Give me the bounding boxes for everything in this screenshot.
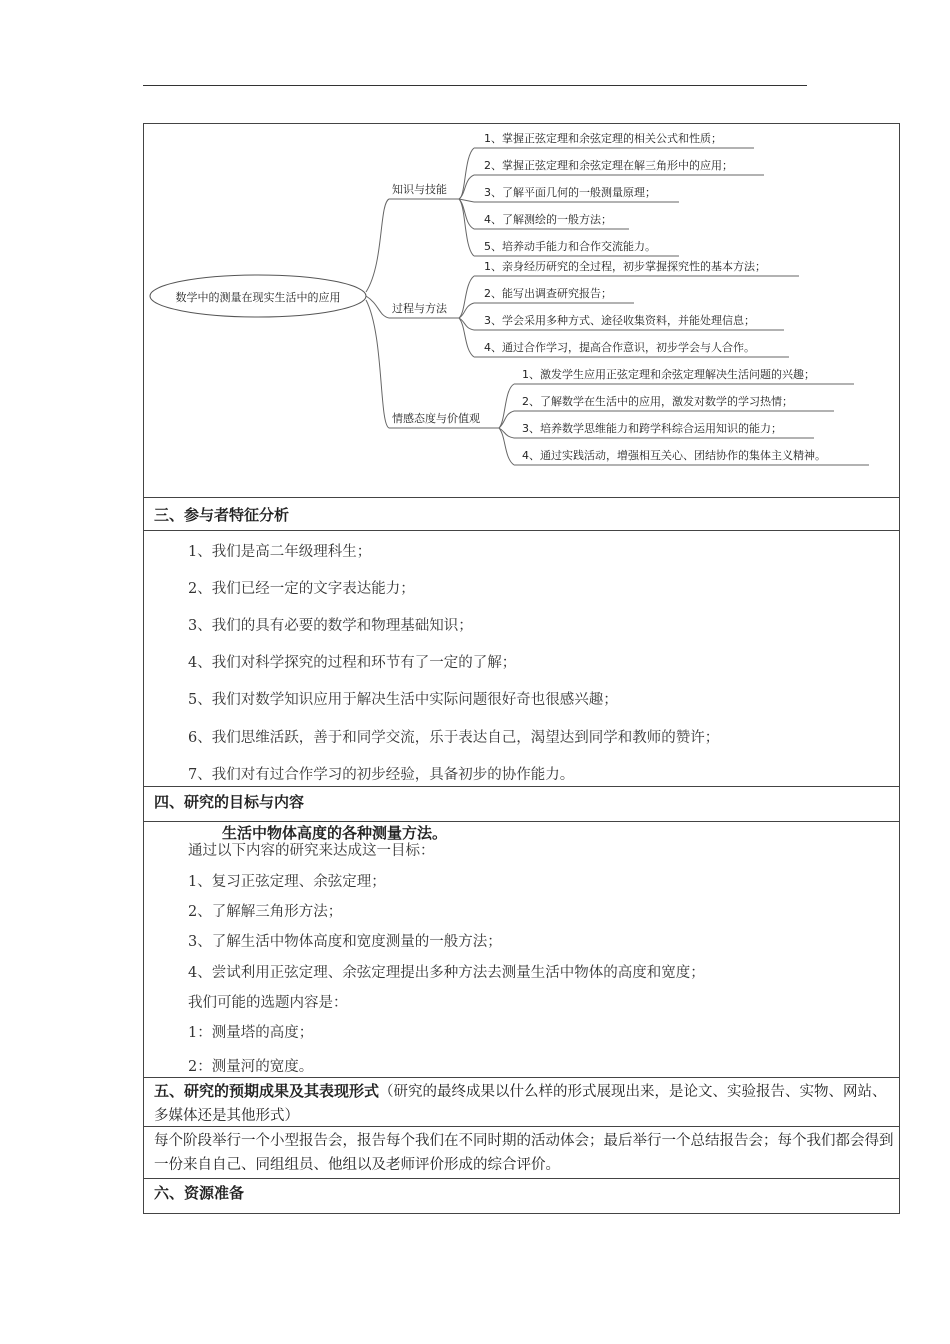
- page-header-rule: [143, 85, 807, 86]
- row-divider: [144, 497, 899, 498]
- list-item: 5、我们对数学知识应用于解决生活中实际问题很好奇也很感兴趣；: [188, 692, 618, 708]
- leaf-text: 2、了解数学在生活中的应用，激发对数学的学习热情；: [522, 395, 793, 408]
- list-item: 1、我们是高二年级理科生；: [188, 544, 372, 560]
- list-item: 1、复习正弦定理、余弦定理；: [188, 874, 386, 890]
- list-item: 2、了解解三角形方法；: [188, 904, 343, 920]
- row-divider: [144, 1077, 899, 1078]
- section-3-title: 三、参与者特征分析: [154, 506, 290, 524]
- topics-intro: 我们可能的选题内容是：: [188, 995, 348, 1011]
- leaf-text: 4、通过合作学习，提高合作意识，初步学会与人合作。: [484, 341, 755, 354]
- branch-label-process: 过程与方法: [392, 302, 447, 315]
- list-item: 4、尝试利用正弦定理、余弦定理提出多种方法去测量生活中物体的高度和宽度；: [188, 965, 705, 981]
- mindmap-connector: [499, 428, 514, 465]
- mindmap-connector: [459, 318, 474, 357]
- section-5-heading: [154, 1079, 894, 1128]
- mindmap-connector: [459, 318, 474, 330]
- mindmap-connector: [499, 411, 514, 428]
- leaf-text: 3、学会采用多种方式、途径收集资料，并能处理信息；: [484, 314, 755, 327]
- research-goal: 生活中物体高度的各种测量方法。: [222, 824, 448, 842]
- section-5-title: 五、研究的预期成果及其表现形式: [154, 1082, 380, 1100]
- section-6-title: 六、资源准备: [154, 1184, 245, 1202]
- row-divider: [144, 1126, 899, 1127]
- topic-item: 2：测量河的宽度。: [188, 1059, 314, 1075]
- branch-label-attitude: 情感态度与价值观: [392, 412, 480, 425]
- list-item: 2、我们已经一定的文字表达能力；: [188, 581, 415, 597]
- list-item: 6、我们思维活跃，善于和同学交流，乐于表达自己，渴望达到同学和教师的赞许；: [188, 730, 720, 746]
- mindmap-connector: [459, 276, 474, 318]
- leaf-text: 1、掌握正弦定理和余弦定理的相关公式和性质；: [484, 132, 722, 145]
- row-divider: [144, 786, 899, 787]
- branch-label-knowledge: 知识与技能: [392, 183, 447, 196]
- section-5-note: （研究的最终成果以什么样的形式展现出来，是论文、实验报告、实物、网站、多媒体还是其他形式）: [154, 1084, 887, 1124]
- list-item: 4、我们对科学探究的过程和环节有了一定的了解；: [188, 655, 517, 671]
- leaf-text: 3、培养数学思维能力和跨学科综合运用知识的能力；: [522, 422, 782, 435]
- mindmap-connector: [366, 199, 389, 292]
- leaf-text: 4、了解测绘的一般方法；: [484, 213, 612, 226]
- goal-intro: 通过以下内容的研究来达成这一目标：: [188, 843, 435, 859]
- mindmap-center-label: 数学中的测量在现实生活中的应用: [175, 291, 341, 304]
- mindmap-connector: [499, 384, 514, 428]
- list-item: 7、我们对有过合作学习的初步经验，具备初步的协作能力。: [188, 767, 575, 783]
- mindmap-connector: [459, 303, 474, 318]
- section-4-title: 四、研究的目标与内容: [154, 793, 305, 811]
- topic-item: 1：测量塔的高度；: [188, 1025, 314, 1041]
- row-divider: [144, 530, 899, 531]
- mindmap-connector: [459, 148, 474, 199]
- leaf-text: 2、掌握正弦定理和余弦定理在解三角形中的应用；: [484, 159, 733, 172]
- list-item: 3、了解生活中物体高度和宽度测量的一般方法；: [188, 934, 502, 950]
- section-5-content: 每个阶段举行一个小型报告会，报告每个我们在不同时期的活动体会；最后举行一个总结报告会；每个我们都会得到一份来自自己、同组组员、他组以及老师评价形成的综合评价。: [154, 1133, 894, 1173]
- leaf-text: 4、通过实践活动，增强相互关心、团结协作的集体主义精神。: [522, 449, 826, 462]
- leaf-text: 3、了解平面几何的一般测量原理；: [484, 186, 656, 199]
- plan-table: [143, 123, 900, 1214]
- mindmap-connector: [366, 300, 389, 428]
- leaf-text: 5、培养动手能力和合作交流能力。: [484, 240, 656, 253]
- leaf-text: 2、能写出调查研究报告；: [484, 287, 612, 300]
- objectives-mindmap: [144, 124, 901, 499]
- leaf-text: 1、激发学生应用正弦定理和余弦定理解决生活问题的兴趣；: [522, 368, 815, 381]
- list-item: 3、我们的具有必要的数学和物理基础知识；: [188, 618, 473, 634]
- row-divider: [144, 1178, 899, 1179]
- leaf-text: 1、亲身经历研究的全过程，初步掌握探究性的基本方法；: [484, 260, 766, 273]
